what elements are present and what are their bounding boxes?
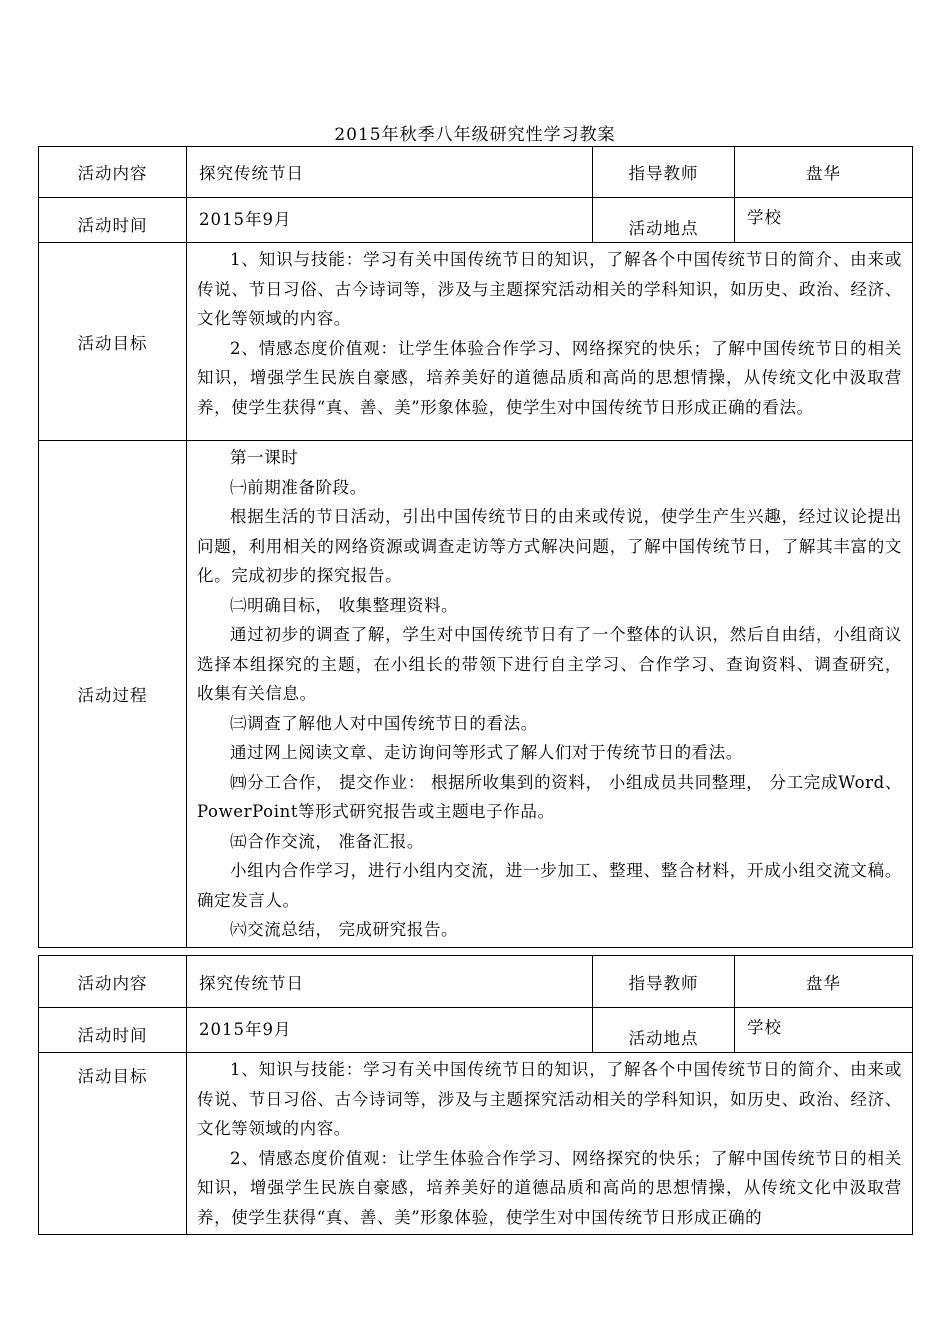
document-title: 2015年秋季八年级研究性学习教案	[334, 125, 616, 145]
place-value: 学校	[735, 1008, 913, 1053]
process-step-6-heading: ㈥交流总结， 完成研究报告。	[230, 920, 459, 939]
lesson-plan-table-2	[38, 955, 913, 1235]
goal-label: 活动目标	[39, 1053, 187, 1235]
process-step-3-heading: ㈢调查了解他人对中国传统节日的看法。	[230, 713, 538, 733]
goal-content	[187, 243, 913, 441]
goal-paragraph-1: 1、知识与技能：学习有关中国传统节日的知识，了解各个中国传统节日的简介、由来或传说、节日习俗、古今诗词等，涉及与主题探究活动相关的学科知识，如历史、政治、经济、文化等领域的内容。	[197, 250, 902, 328]
time-value: 2015年9月	[187, 198, 593, 243]
lesson-plan-table-1	[38, 146, 913, 948]
content-value: 探究传统节日	[187, 956, 593, 1008]
content-label: 活动内容	[39, 147, 187, 198]
goal-paragraph-1: 1、知识与技能：学习有关中国传统节日的知识，了解各个中国传统节日的简介、由来或传说、节日习俗、古今诗词等，涉及与主题探究活动相关的学科知识，如历史、政治、经济、文化等领域的内容。	[197, 1060, 902, 1138]
process-content	[187, 441, 913, 948]
time-label: 活动时间	[39, 1008, 187, 1053]
goal-content	[187, 1053, 913, 1235]
process-step-1-text: 根据生活的节日活动，引出中国传统节日的由来或传说，使学生产生兴趣，经过议论提出问题，利用相关的网络资源或调查走访等方式解决问题，了解中国传统节日，了解其丰富的文化。完成初步的探究报告。	[197, 507, 902, 585]
time-label: 活动时间	[39, 198, 187, 243]
teacher-label: 指导教师	[593, 956, 735, 1008]
process-step-5-heading: ㈤合作交流， 准备汇报。	[230, 831, 424, 851]
teacher-label: 指导教师	[593, 147, 735, 198]
process-step-2-heading: ㈡明确目标， 收集整理资料。	[230, 595, 459, 615]
place-label: 活动地点	[593, 198, 735, 243]
process-step-4-text: ㈣分工合作， 提交作业： 根据所收集到的资料， 小组成员共同整理， 分工完成Word、PowerPoint等形式研究报告或主题电子作品。	[197, 772, 902, 821]
process-step-5-text: 小组内合作学习，进行小组内交流，进一步加工、整理、整合材料，开成小组交流文稿。确定发言人。	[197, 861, 902, 910]
time-value: 2015年9月	[187, 1008, 593, 1053]
process-step-3-text: 通过网上阅读文章、走访询问等形式了解人们对于传统节日的看法。	[230, 743, 743, 762]
goal-paragraph-2-partial: 2、情感态度价值观：让学生体验合作学习、网络探究的快乐；了解中国传统节日的相关知识，增强学生民族自豪感，培养美好的道德品质和高尚的思想情操，从传统文化中汲取营养，使学生获得“真、善、美”形象体验，使学生对中国传统节日形成正确的	[197, 1148, 902, 1227]
goal-paragraph-2: 2、情感态度价值观：让学生体验合作学习、网络探究的快乐；了解中国传统节日的相关知识，增强学生民族自豪感，培养美好的道德品质和高尚的思想情操，从传统文化中汲取营养，使学生获得“真、善、美”形象体验，使学生对中国传统节日形成正确的看法。	[197, 338, 902, 417]
teacher-value: 盘华	[735, 956, 913, 1008]
process-step-2-text: 通过初步的调查了解，学生对中国传统节日有了一个整体的认识，然后自由结，小组商议选择本组探究的主题，在小组长的带领下进行自主学习、合作学习、查询资料、调查研究， 收集有关信息。	[197, 625, 902, 703]
process-label: 活动过程	[39, 441, 187, 948]
content-label: 活动内容	[39, 956, 187, 1008]
process-step-1-heading: ㈠前期准备阶段。	[230, 477, 367, 497]
place-label: 活动地点	[593, 1008, 735, 1053]
process-session-heading: 第一课时	[230, 448, 299, 467]
goal-label: 活动目标	[39, 243, 187, 441]
place-value: 学校	[735, 198, 913, 243]
content-value: 探究传统节日	[187, 147, 593, 198]
teacher-value: 盘华	[735, 147, 913, 198]
